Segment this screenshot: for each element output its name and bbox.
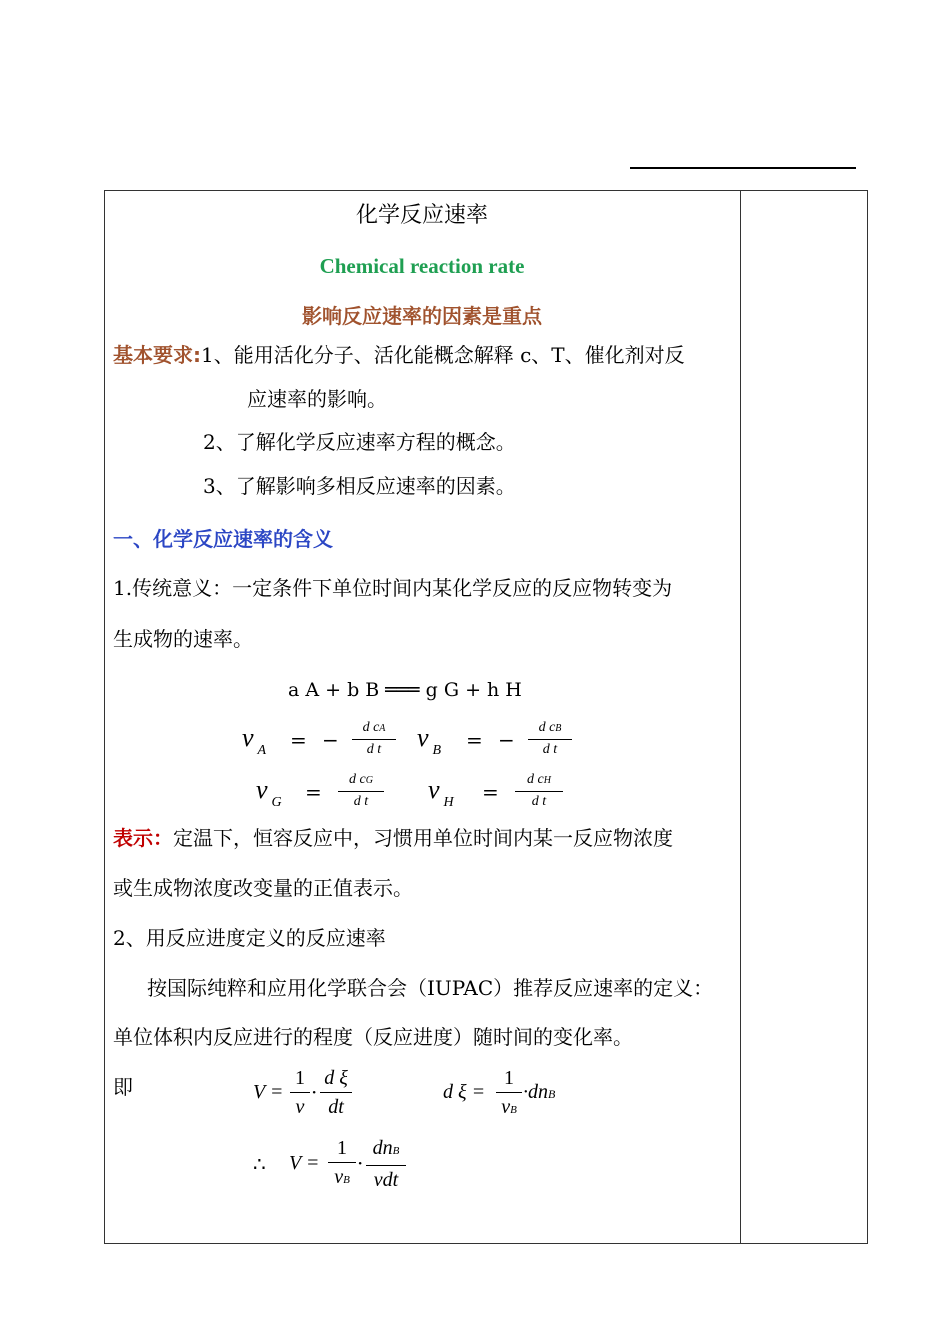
note-line1 (113, 826, 673, 850)
formula-eq3: = (305, 780, 322, 804)
note-label: 表示： (113, 826, 173, 850)
column-divider (740, 190, 741, 1244)
requirement-1-cont: 应速率的影响。 (247, 387, 387, 411)
paragraph-2-heading: 2、用反应进度定义的反应速率 (113, 926, 386, 950)
requirement-2: 2、了解化学反应速率方程的概念。 (203, 430, 516, 454)
reaction-equation: a A + b B ═══ g G + h H (288, 679, 522, 701)
formula-vA: v $_A$ (242, 723, 267, 758)
fraction-dxi-dt: d ξ dt (320, 1066, 352, 1119)
formula-V-lhs-2: V = (289, 1152, 320, 1174)
fraction-1-over-vB-2: 1 vB (328, 1136, 356, 1192)
fraction-dcB-dt: d cB d t (528, 720, 572, 758)
ji-label: 即 (113, 1075, 133, 1099)
formula-neg2: − (498, 728, 515, 752)
formula-dot2: · (357, 1151, 364, 1175)
formula-eq4: = (482, 780, 499, 804)
paragraph-2-line1: 按国际纯粹和应用化学联合会（IUPAC）推荐反应速率的定义： (147, 976, 714, 1000)
formula-eq1: = (290, 728, 307, 752)
requirements-label: 基本要求: (113, 343, 201, 367)
note-text: 定温下，恒容反应中，习惯用单位时间内某一反应物浓度 (173, 826, 673, 850)
fraction-dcG-dt: d cG d t (338, 772, 384, 810)
formula-neg1: − (322, 728, 339, 752)
formula-dnB: ·dnB (523, 1081, 556, 1103)
fraction-dcH-dt: d cH d t (515, 772, 563, 810)
page-subtitle: Chemical reaction rate (319, 254, 525, 278)
formula-vG: v $_G$ (256, 775, 282, 810)
paragraph-1-line2: 生成物的速率。 (113, 627, 253, 651)
fraction-dcA-dt: d cA d t (352, 720, 396, 758)
paragraph-1-line1: 1.传统意义：一定条件下单位时间内某化学反应的反应物转变为 (113, 576, 673, 600)
requirement-3: 3、了解影响多相反应速率的因素。 (203, 474, 516, 498)
requirements-line1 (113, 343, 685, 367)
requirement-1: 1、能用活化分子、活化能概念解释 c、T、催化剂对反 (201, 343, 685, 367)
header-rule (630, 167, 856, 169)
paragraph-2-line2: 单位体积内反应进行的程度（反应进度）随时间的变化率。 (113, 1025, 633, 1049)
formula-vH: v $_H$ (428, 775, 454, 810)
formula-V-lhs: V = (253, 1081, 284, 1103)
formula-eq2: = (466, 728, 483, 752)
key-point: 影响反应速率的因素是重点 (302, 304, 542, 328)
formula-dxi-lhs: d ξ = (443, 1081, 486, 1103)
fraction-1-over-v: 1 v (290, 1066, 310, 1119)
section-heading: 一、化学反应速率的含义 (113, 527, 333, 551)
page-title: 化学反应速率 (355, 203, 488, 228)
note-line2: 或生成物浓度改变量的正值表示。 (113, 876, 413, 900)
formula-dot1: · (311, 1080, 318, 1104)
fraction-dnB-vdt: dnB vdt (366, 1136, 406, 1192)
therefore-symbol: ∴ (253, 1152, 266, 1176)
formula-vB: v $_B$ (417, 723, 442, 758)
fraction-1-over-vB: 1 vB (496, 1066, 522, 1122)
